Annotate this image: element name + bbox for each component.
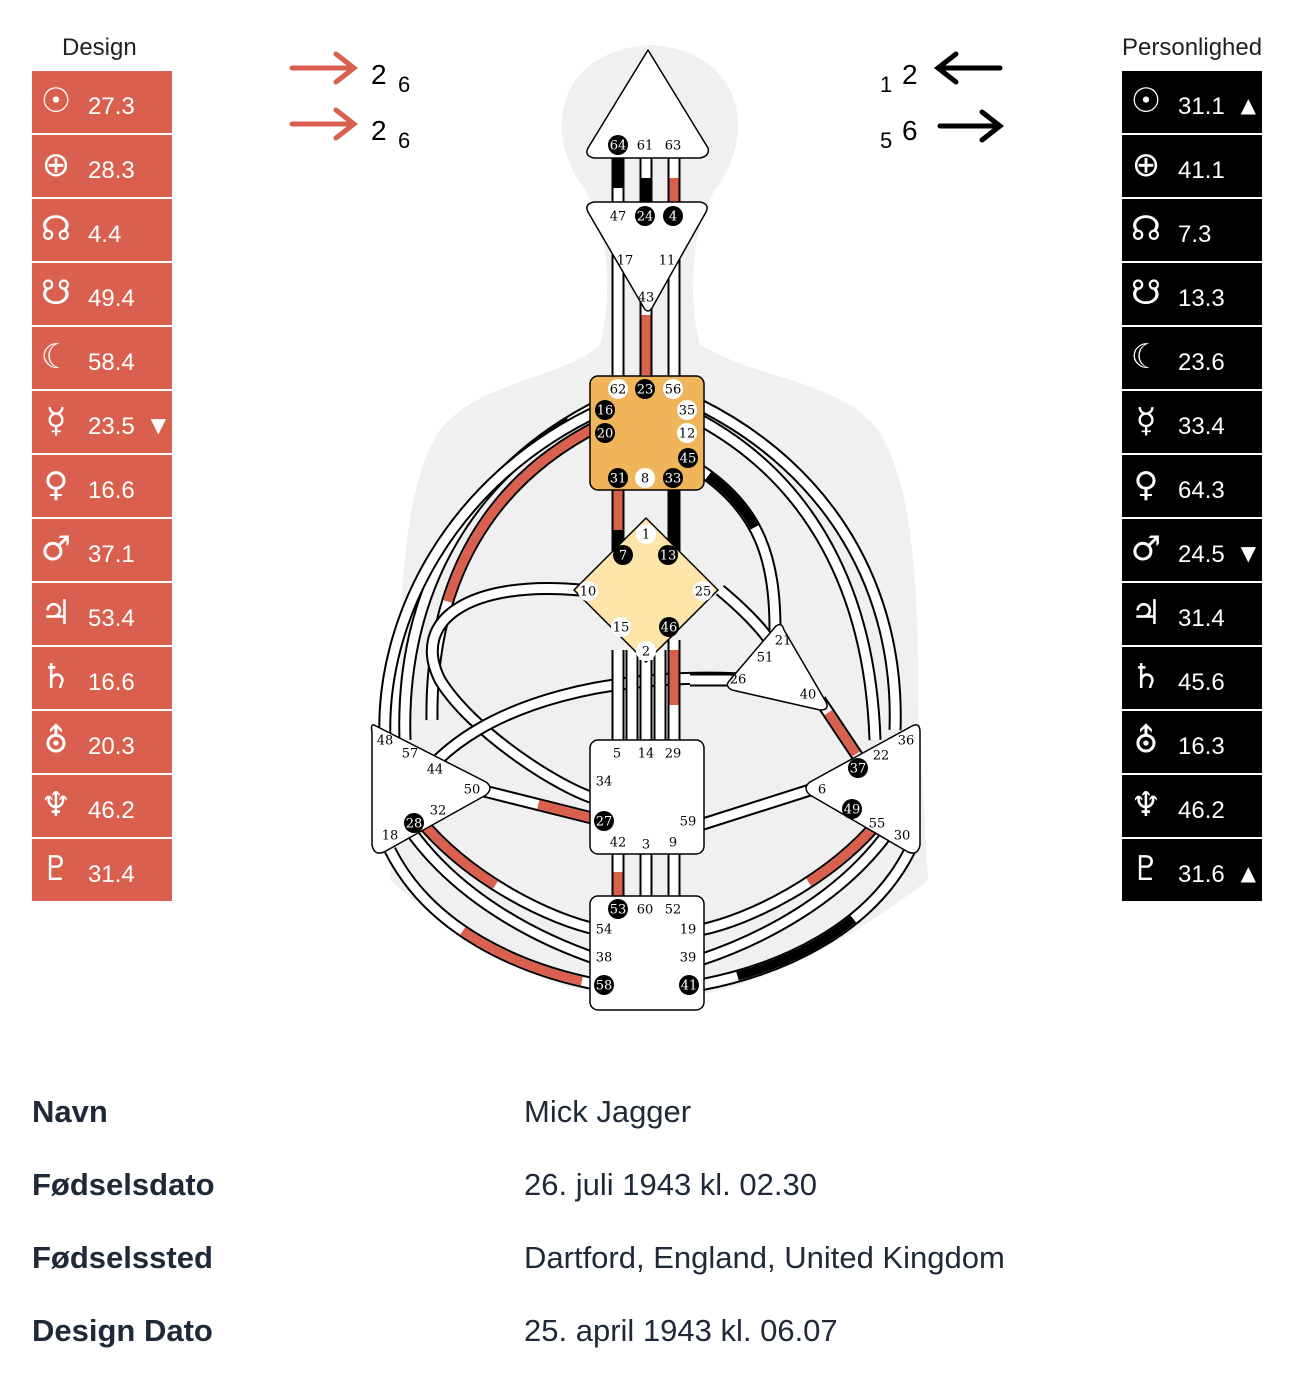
info-row-design-date (32, 1299, 1262, 1372)
gate-1-label: 1 (641, 527, 651, 543)
gate-56-label: 56 (664, 382, 682, 398)
pluto-icon: ♇ (40, 849, 72, 889)
personality-arrow-bottom-icon (940, 112, 1000, 140)
gate-64-label: 64 (609, 138, 627, 154)
mercury-icon: ☿ (1135, 401, 1157, 441)
gate-36-label: 36 (897, 733, 915, 749)
gate-4-label: 4 (668, 209, 678, 225)
gate-27-label: 27 (595, 814, 613, 830)
design-arrow-top-icon (292, 54, 354, 82)
design-column-title: Design (62, 34, 137, 61)
gate-3-label: 3 (641, 837, 651, 853)
personality-planet-row (1122, 583, 1262, 645)
personality-arrow-top-main: 2 (902, 59, 918, 90)
gate-8-label: 8 (640, 471, 650, 487)
saturn-icon: ♄ (1130, 657, 1162, 697)
mercury-icon: ☿ (45, 401, 67, 441)
gate-55-label: 55 (868, 816, 886, 832)
uranus-icon: ⛢ (1133, 721, 1159, 761)
planet-value: 33.4 (1178, 413, 1225, 440)
gate-10-label: 10 (579, 584, 597, 600)
design-arrow-bottom-main: 2 (371, 115, 387, 146)
planet-value: 53.4 (88, 605, 135, 632)
earth-icon: ⊕ (41, 145, 71, 185)
gate-11-label: 11 (658, 253, 676, 269)
design-planet-row (32, 199, 172, 261)
gate-5-label: 5 (612, 746, 622, 762)
venus-icon: ♀ (1133, 465, 1159, 505)
south-node-icon: ☋ (1130, 273, 1162, 313)
gate-44-label: 44 (426, 762, 444, 778)
planet-value: 37.1 (88, 541, 135, 568)
jupiter-icon: ♃ (40, 593, 72, 633)
gate-60-label: 60 (636, 902, 654, 918)
gate-62-label: 62 (609, 382, 627, 398)
pluto-icon: ♇ (1130, 849, 1162, 889)
planet-value: 31.6 (1178, 861, 1225, 888)
gate-12-label: 12 (678, 426, 696, 442)
design-arrow-bottom-sub: 6 (398, 128, 411, 153)
info-row-birth-place (32, 1226, 1262, 1299)
exalted-triangle-icon: ▲ (1240, 861, 1256, 885)
personality-planet-row (1122, 391, 1262, 453)
design-planet-row (32, 391, 172, 453)
gate-52-label: 52 (664, 902, 682, 918)
personality-arrow-top-icon (938, 54, 1000, 82)
gate-35-label: 35 (678, 403, 696, 419)
gate-13-label: 13 (659, 548, 677, 564)
south-node-icon: ☋ (40, 273, 72, 313)
gate-61-label: 61 (636, 138, 654, 154)
design-planet-row (32, 455, 172, 517)
detriment-triangle-icon: ▼ (150, 413, 166, 437)
design-planet-row (32, 519, 172, 581)
design-planet-list (32, 71, 172, 903)
info-value: 26. juli 1943 kl. 02.30 (524, 1167, 817, 1202)
uranus-icon: ⛢ (43, 721, 69, 761)
gate-49-label: 49 (843, 802, 861, 818)
gate-2-label: 2 (641, 644, 651, 660)
gate-20-label: 20 (596, 426, 614, 442)
gate-19-label: 19 (679, 922, 697, 938)
personality-planet-row (1122, 263, 1262, 325)
gate-29-label: 29 (664, 746, 682, 762)
moon-icon: ☾ (1130, 337, 1162, 377)
gate-33-label: 33 (664, 471, 682, 487)
personality-planet-row (1122, 71, 1262, 133)
gate-50-label: 50 (463, 782, 481, 798)
gate-43-label: 43 (637, 290, 655, 306)
gate-51-label: 51 (756, 650, 774, 666)
design-planet-row (32, 327, 172, 389)
gate-14-label: 14 (637, 746, 655, 762)
personality-planet-row (1122, 711, 1262, 773)
planet-value: 13.3 (1178, 285, 1225, 312)
personality-arrow-top-pre: 1 (880, 72, 893, 97)
gate-25-label: 25 (694, 584, 712, 600)
detriment-triangle-icon: ▼ (1240, 541, 1256, 565)
gate-58-label: 58 (595, 978, 613, 994)
gate-63-label: 63 (664, 138, 682, 154)
personality-planet-row (1122, 199, 1262, 261)
gate-18-label: 18 (381, 828, 399, 844)
gate-47-label: 47 (609, 209, 627, 225)
design-planet-row (32, 775, 172, 837)
planet-value: 49.4 (88, 285, 135, 312)
personality-column-title: Personlighed (1122, 34, 1262, 61)
gate-37-label: 37 (849, 761, 867, 777)
design-arrow-bottom-icon (292, 110, 354, 138)
personality-planet-list (1122, 71, 1262, 903)
planet-value: 45.6 (1178, 669, 1225, 696)
design-planet-row (32, 839, 172, 901)
design-arrow-top-main: 2 (371, 59, 387, 90)
gate-39-label: 39 (679, 950, 697, 966)
gate-59-label: 59 (679, 814, 697, 830)
design-planet-row (32, 711, 172, 773)
planet-value: 23.5 (88, 413, 135, 440)
planet-value: 23.6 (1178, 349, 1225, 376)
personality-planet-row (1122, 647, 1262, 709)
personality-planet-row (1122, 775, 1262, 837)
personality-arrow-bottom-pre: 5 (880, 128, 893, 153)
info-label: Design Dato (32, 1313, 213, 1348)
gate-15-label: 15 (612, 620, 630, 636)
gate-17-label: 17 (616, 253, 634, 269)
planet-value: 4.4 (88, 221, 122, 248)
north-node-icon: ☊ (40, 209, 72, 249)
gate-38-label: 38 (595, 950, 613, 966)
venus-icon: ♀ (43, 465, 69, 505)
gate-41-label: 41 (680, 978, 698, 994)
planet-value: 24.5 (1178, 541, 1225, 568)
personality-planet-row (1122, 519, 1262, 581)
design-planet-row (32, 71, 172, 133)
design-arrow-top-sub: 6 (398, 72, 411, 97)
design-planet-row (32, 135, 172, 197)
personality-planet-row (1122, 455, 1262, 517)
mars-icon: ♂ (1130, 529, 1162, 569)
info-value: Mick Jagger (524, 1094, 692, 1129)
planet-value: 16.3 (1178, 733, 1225, 760)
gate-28-label: 28 (405, 816, 423, 832)
planet-value: 31.1 (1178, 93, 1225, 120)
info-value: Dartford, England, United Kingdom (524, 1240, 1005, 1275)
moon-icon: ☾ (40, 337, 72, 377)
info-label: Navn (32, 1094, 108, 1129)
gate-16-label: 16 (596, 403, 614, 419)
gate-32-label: 32 (429, 803, 447, 819)
gate-54-label: 54 (595, 922, 613, 938)
bodygraph-chart (280, 40, 1020, 1030)
sun-icon: ☉ (1130, 81, 1162, 121)
personality-arrow-bottom-main: 6 (902, 115, 918, 146)
planet-value: 58.4 (88, 349, 135, 376)
sun-icon: ☉ (40, 81, 72, 121)
personality-planet-row (1122, 327, 1262, 389)
exalted-triangle-icon: ▲ (1240, 93, 1256, 117)
planet-value: 27.3 (88, 93, 135, 120)
jupiter-icon: ♃ (1130, 593, 1162, 633)
gate-21-label: 21 (774, 633, 792, 649)
gate-23-label: 23 (636, 382, 654, 398)
earth-icon: ⊕ (1131, 145, 1161, 185)
gate-45-label: 45 (679, 451, 697, 467)
info-label: Fødselssted (32, 1240, 213, 1275)
gate-34-label: 34 (595, 774, 613, 790)
personality-planet-row (1122, 135, 1262, 197)
planet-value: 16.6 (88, 669, 135, 696)
gate-48-label: 48 (376, 733, 394, 749)
planet-value: 46.2 (1178, 797, 1225, 824)
planet-value: 31.4 (1178, 605, 1225, 632)
planet-value: 46.2 (88, 797, 135, 824)
design-planet-row (32, 647, 172, 709)
personality-planet-row (1122, 839, 1262, 901)
gate-24-label: 24 (636, 209, 654, 225)
gate-22-label: 22 (872, 748, 890, 764)
gate-40-label: 40 (799, 687, 817, 703)
info-label: Fødselsdato (32, 1167, 215, 1202)
gate-46-label: 46 (660, 620, 678, 636)
gate-57-label: 57 (401, 746, 419, 762)
birth-info-table (32, 1080, 1262, 1372)
planet-value: 7.3 (1178, 221, 1212, 248)
mars-icon: ♂ (40, 529, 72, 569)
planet-value: 16.6 (88, 477, 135, 504)
planet-value: 31.4 (88, 861, 135, 888)
gate-7-label: 7 (618, 548, 628, 564)
info-value: 25. april 1943 kl. 06.07 (524, 1313, 838, 1348)
saturn-icon: ♄ (40, 657, 72, 697)
gate-26-label: 26 (729, 672, 747, 688)
gate-42-label: 42 (609, 835, 627, 851)
gate-6-label: 6 (817, 782, 827, 798)
neptune-icon: ♆ (40, 785, 72, 825)
gate-9-label: 9 (668, 835, 678, 851)
gate-53-label: 53 (609, 902, 627, 918)
gate-30-label: 30 (893, 828, 911, 844)
design-planet-row (32, 583, 172, 645)
gate-31-label: 31 (609, 471, 627, 487)
info-row-birth-date (32, 1153, 1262, 1226)
planet-value: 20.3 (88, 733, 135, 760)
planet-value: 64.3 (1178, 477, 1225, 504)
planet-value: 41.1 (1178, 157, 1225, 184)
info-row-name (32, 1080, 1262, 1153)
design-planet-row (32, 263, 172, 325)
neptune-icon: ♆ (1130, 785, 1162, 825)
planet-value: 28.3 (88, 157, 135, 184)
north-node-icon: ☊ (1130, 209, 1162, 249)
